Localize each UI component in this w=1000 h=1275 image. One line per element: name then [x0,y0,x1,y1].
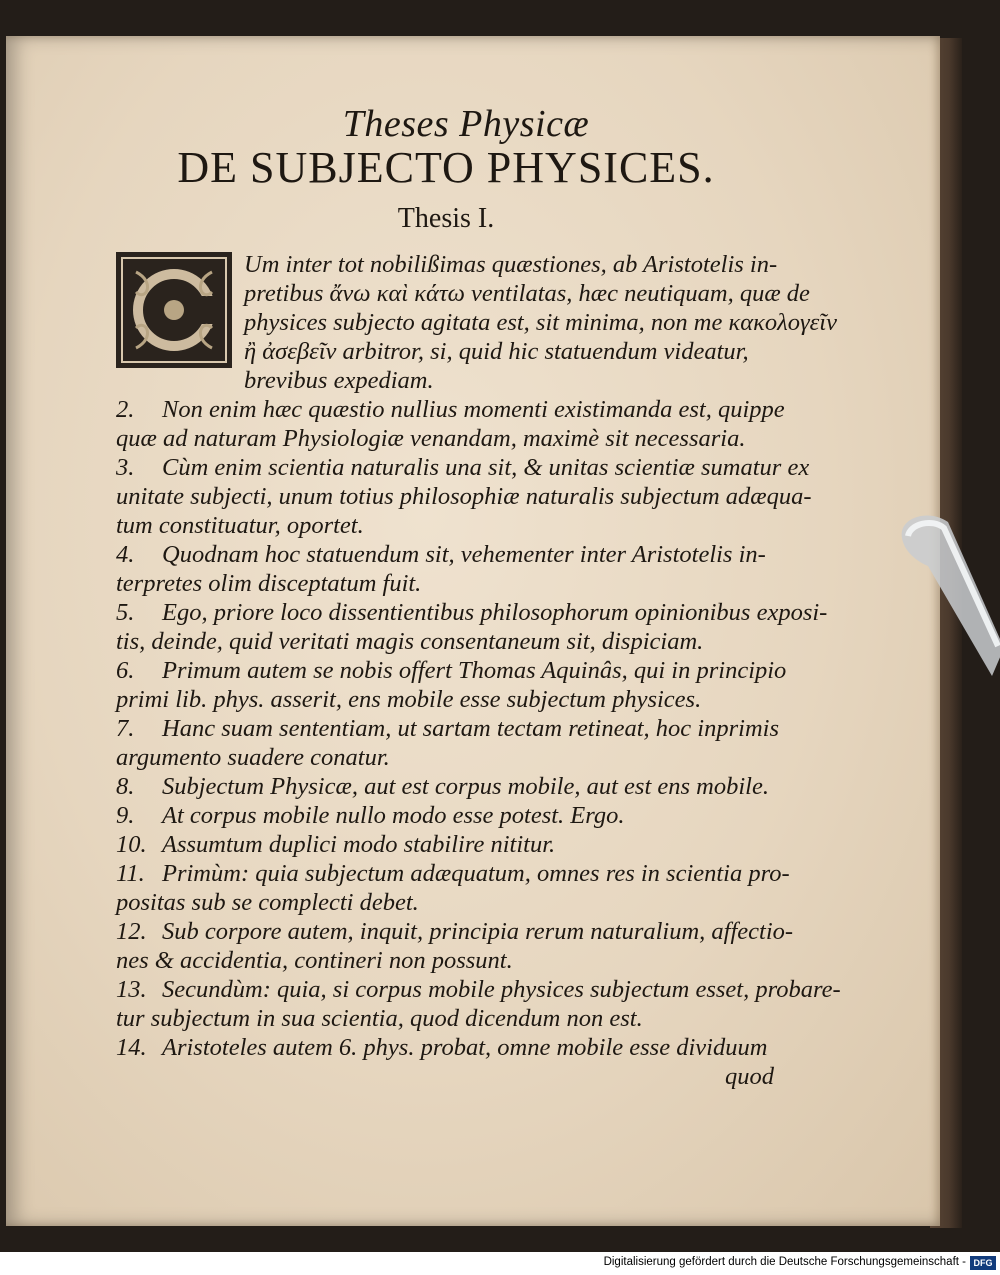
paragraph-line [116,1033,776,1062]
paragraph-text: Sub corpore autem, inquit, principia rerum naturalium, affectio- [162,918,794,945]
numbered-paragraphs [116,395,841,1062]
catchword: quod [725,1063,774,1090]
paragraph-text: Secundùm: quia, si corpus mobile physices subjectum esset, probare- [162,976,841,1003]
paragraph-line: tis, deinde, quid veritati magis consentaneum sit, dispiciam. [116,628,704,655]
paragraph-line [116,714,779,743]
paragraph-number: 7. [116,715,135,742]
running-head: Theses Physicæ [342,103,590,145]
numbered-paragraph [116,598,828,656]
footer-bar [0,1252,1000,1275]
numbered-paragraph [116,830,776,859]
paragraph-line: argumento suadere conatur. [116,744,390,771]
paragraph-line [116,453,810,482]
numbered-paragraph [116,453,812,540]
paragraph-number: 13. [116,976,147,1003]
first-paragraph-line: ἢ ἀσεβεῖν arbitror, si, quid hic statuendum videatur, [244,338,749,365]
numbered-paragraph [116,656,787,714]
paragraph-text: Quodnam hoc statuendum sit, vehementer inter Aristotelis in- [162,541,766,568]
paragraph-text: Hanc suam sententiam, ut sartam tectam retineat, hoc inprimis [162,715,779,742]
paragraph-number: 2. [116,396,135,423]
paragraph-line: terpretes olim disceptatum fuit. [116,570,422,597]
numbered-paragraph [116,917,794,975]
paragraph-number: 14. [116,1034,147,1061]
paragraph-number: 4. [116,541,135,568]
page-text-area [116,103,841,1091]
paragraph-text: Cùm enim scientia naturalis una sit, & unitas scientiæ sumatur ex [162,454,810,481]
numbered-paragraph [116,1033,776,1062]
paragraph-line [116,598,828,627]
first-paragraph-line: brevibus expediam. [244,367,434,394]
paragraph-text: Ego, priore loco dissentientibus philosophorum opinionibus exposi- [162,599,828,626]
paragraph-text: Primum autem se nobis offert Thomas Aquinâs, qui in principio [162,657,787,684]
page-title: DE SUBJECTO PHYSICES. [177,143,715,192]
paragraph-line [116,830,776,859]
paragraph-line: nes & accidentia, contineri non possunt. [116,947,513,974]
scanner-lamp-reflection-icon [888,508,1000,678]
paragraph-line: positas sub se complecti debet. [116,889,419,916]
numbered-paragraph [116,801,776,830]
paragraph-text: At corpus mobile nullo modo esse potest. Ergo. [162,802,625,829]
numbered-paragraph [116,772,776,801]
first-paragraph [116,250,837,395]
first-paragraph-line: physices subjecto agitata est, sit minima, non me κακολογεῖν [244,309,837,336]
paragraph-line: tur subjectum in sua scientia, quod dicendum non est. [116,1005,643,1032]
paragraph-text: Assumtum duplici modo stabilire nititur. [162,831,556,858]
paragraph-text: Subjectum Physicæ, aut est corpus mobile, aut est ens mobile. [162,773,769,800]
paragraph-line [116,540,776,569]
first-paragraph-line: Um inter tot nobilißimas quæstiones, ab Aristotelis in- [244,251,778,278]
paragraph-number: 5. [116,599,135,626]
paragraph-line [116,656,787,685]
paragraph-number: 6. [116,657,135,684]
paragraph-text: Primùm: quia subjectum adæquatum, omnes res in scientia pro- [162,860,790,887]
numbered-paragraph [116,859,790,917]
paragraph-line: quæ ad naturam Physiologiæ venandam, maximè sit necessaria. [116,425,746,452]
paragraph-line [116,975,841,1004]
thesis-heading: Thesis I. [397,203,495,234]
funding-credit: Digitalisierung gefördert durch die Deutsche Forschungsgemeinschaft - [603,1256,966,1268]
paragraph-line: tum constituatur, oportet. [116,512,364,539]
numbered-paragraph [116,975,841,1033]
paragraph-line: unitate subjecti, unum totius philosophiæ naturalis subjectum adæqua- [116,483,812,510]
paragraph-number: 3. [116,454,135,481]
paragraph-number: 8. [116,773,135,800]
paragraph-line [116,801,776,830]
numbered-paragraph [116,395,785,453]
paragraph-text: Aristoteles autem 6. phys. probat, omne mobile esse dividuum [162,1034,768,1061]
paragraph-number: 10. [116,831,147,858]
first-paragraph-line: pretibus ἄνω καὶ κάτω ventilatas, hæc neutiquam, quæ de [244,280,810,307]
paragraph-number: 9. [116,802,135,829]
paragraph-number: 11. [116,860,145,887]
paragraph-line [116,917,794,946]
paragraph-line [116,395,785,424]
paragraph-line [116,772,776,801]
thesis-text [116,250,841,1091]
paragraph-text: Non enim hæc quæstio nullius momenti existimanda est, quippe [162,396,785,423]
numbered-paragraph [116,540,776,598]
paragraph-number: 12. [116,918,147,945]
decorated-initial-c-icon [116,252,232,368]
book-page [6,36,940,1226]
dfg-logo: DFG [970,1256,996,1270]
paragraph-line [116,859,790,888]
paragraph-line: primi lib. phys. asserit, ens mobile esse subjectum physices. [116,686,702,713]
numbered-paragraph [116,714,779,772]
